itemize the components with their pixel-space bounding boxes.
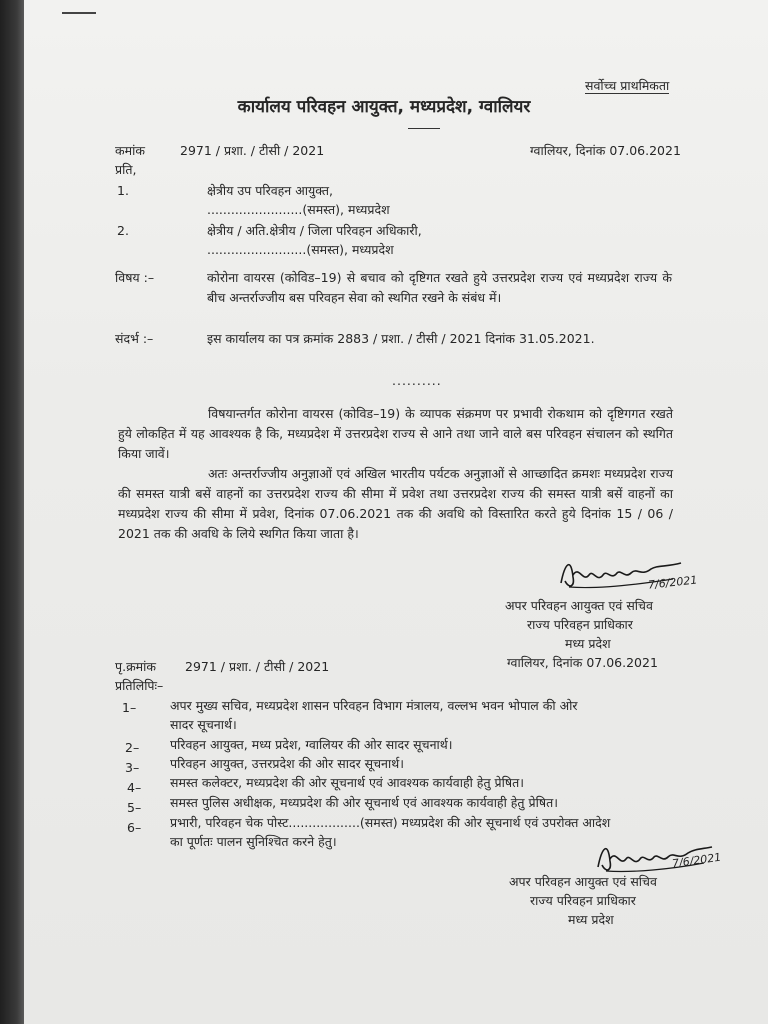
copy-5-text: समस्त पुलिस अधीक्षक, मध्यप्रदेश की ओर सूचनार्थ एवं आवश्यक कार्यवाही हेतु प्रेषित। (170, 795, 558, 810)
signatory-2-line2: राज्य परिवहन प्राधिकार (530, 893, 636, 908)
reference-label: संदर्भ :– (115, 331, 154, 346)
page-mark (62, 12, 96, 14)
signatory-1-line3: मध्य प्रदेश (565, 636, 611, 651)
to-label: प्रति, (115, 162, 137, 177)
copy-3-index: 3– (125, 760, 140, 775)
signatory-1-line2: राज्य परिवहन प्राधिकार (527, 617, 633, 632)
letter-number: 2971 / प्रशा. / टीसी / 2021 (180, 143, 325, 158)
recipient-1-line1: क्षेत्रीय उप परिवहन आयुक्त, (207, 183, 334, 198)
body-paragraph-1: विषयान्तर्गत कोरोना वायरस (कोविड–19) के व्यापक संक्रमण पर प्रभावी रोकथाम को दृष्टिगगत रखते हुये लोकहित में यह आवश्यक है कि, मध्यप्रदेश में उत्तरप्रदेश राज्य से आने तथा जाने वाले बस परिवहन संचालन को स्थगित किया जावें। (118, 406, 673, 461)
letter-place-date: ग्वालियर, दिनांक 07.06.2021 (530, 143, 681, 158)
copy-6-text-cont: का पूर्णतः पालन सुनिश्चित करने हेतु। (170, 834, 337, 849)
copy-1-text: अपर मुख्य सचिव, मध्यप्रदेश शासन परिवहन विभाग मंत्रालय, वल्लभ भवन भोपाल की ओर (170, 698, 578, 713)
copy-2-text: परिवहन आयुक्त, मध्य प्रदेश, ग्वालियर की ओर सादर सूचनार्थ। (170, 737, 453, 752)
title-underline (408, 128, 440, 129)
subject-text: कोरोना वायरस (कोविड–19) से बचाव को दृष्टिगत रखते हुये उत्तरप्रदेश राज्य एवं मध्यप्रदेश राज्य के बीच अन्तर्राज्जीय बस परिवहन सेवा को स्थगित रखने के संबंध में। (207, 270, 672, 305)
copy-5-index: 5– (127, 800, 142, 815)
copy-1-index: 1– (122, 700, 137, 715)
recipient-2-line1: क्षेत्रीय / अति.क्षेत्रीय / जिला परिवहन अधिकारी, (207, 223, 422, 238)
recipient-2-index: 2. (117, 223, 129, 238)
copy-6-index: 6– (127, 820, 142, 835)
recipient-1-index: 1. (117, 183, 129, 198)
signature-2-date: 7/6/2021 (671, 850, 723, 871)
signatory-2-line1: अपर परिवहन आयुक्त एवं सचिव (509, 874, 657, 889)
copy-2-index: 2– (125, 740, 140, 755)
subject-label: विषय :– (115, 270, 155, 285)
signature-1-date: 7/6/2021 (647, 573, 698, 592)
reference-text: इस कार्यालय का पत्र क्रमांक 2883 / प्रशा. / टीसी / 2021 दिनांक 31.05.2021. (207, 331, 595, 346)
copy-to-label: प्रतिलिपिः– (115, 678, 164, 693)
scan-background-edge (0, 0, 24, 1024)
copy-6-text: प्रभारी, परिवहन चेक पोस्ट..................(समस्त) मध्यप्रदेश की ओर सूचनार्थ एवं उपरोक्त आदेश (170, 815, 611, 830)
priority-label: सर्वोच्च प्राथमिकता (585, 78, 670, 93)
body-paragraph-2: अतः अन्तर्राज्जीय अनुज्ञाओं एवं अखिल भारतीय पर्यटक अनुज्ञाओं से आच्छादित क्रमशः मध्यप्रदेश राज्य की समस्त यात्री बसें वाहनों का उत्तरप्रदेश राज्य की सीमा में प्रवेश तथा उत्तरप्रदेश राज्य की समस्त यात्री बसें वाहनों का मध्यप्रदेश राज्य की सीमा में प्रवेश, दिनांक 07.06.2021 तक की अवधि को विस्तारित करते हुये दिनांक 15 / 06 / 2021 तक की अवधि के लिये स्थगित किया जाता है। (118, 466, 673, 541)
copy-1-text-cont: सादर सूचनार्थ। (170, 717, 237, 732)
recipient-1-line2: ........................(समस्त), मध्यप्रदेश (207, 202, 390, 217)
copy-4-text: समस्त कलेक्टर, मध्यप्रदेश की ओर सूचनार्थ एवं आवश्यक कार्यवाही हेतु प्रेषित। (170, 775, 524, 790)
endorsement-place-date: ग्वालियर, दिनांक 07.06.2021 (507, 655, 658, 670)
office-title: कार्यालय परिवहन आयुक्त, मध्यप्रदेश, ग्वालियर (237, 97, 531, 117)
endorsement-number: 2971 / प्रशा. / टीसी / 2021 (185, 659, 330, 674)
signatory-2-line3: मध्य प्रदेश (568, 912, 614, 927)
copy-3-text: परिवहन आयुक्त, उत्तरप्रदेश की ओर सादर सूचनार्थ। (170, 756, 404, 771)
recipient-2-line2: .........................(समस्त), मध्यप्रदेश (207, 242, 394, 257)
letter-number-label: कमांक (115, 143, 145, 158)
separator-dots: .......... (392, 373, 442, 388)
signatory-1-line1: अपर परिवहन आयुक्त एवं सचिव (505, 598, 653, 613)
endorsement-number-label: पृ.क्रमांक (115, 659, 156, 674)
copy-4-index: 4– (127, 780, 142, 795)
